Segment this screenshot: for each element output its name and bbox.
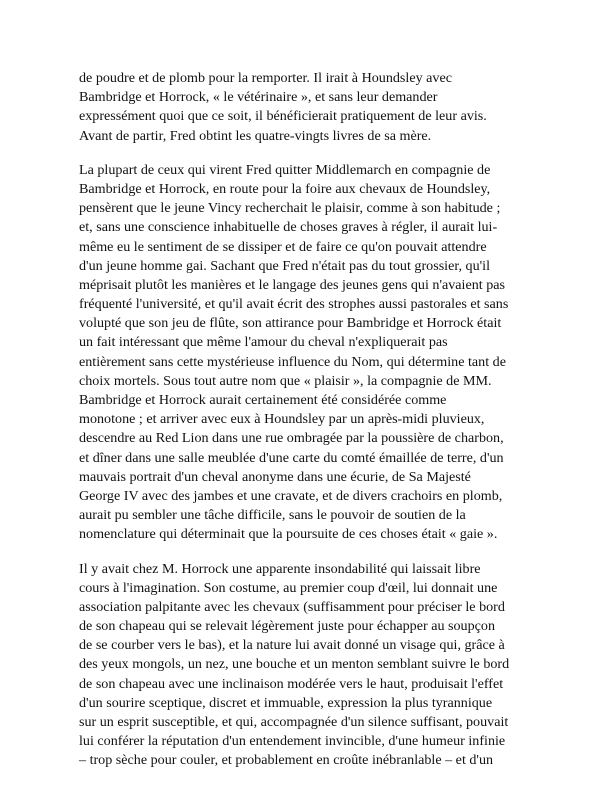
text-line: descendre au Red Lion dans une rue ombragée par la poussière de charbon, [79, 430, 504, 447]
text-line: et, sans une conscience inhabituelle de choses graves à régler, il aurait lui- [79, 219, 498, 236]
text-line: pensèrent que le jeune Vincy recherchait le plaisir, comme à son habitude ; [79, 200, 501, 217]
text-line: mauvais portrait d'un cheval anonyme dans une écurie, de Sa Majesté [79, 468, 471, 485]
text-line: expressément quoi que ce soit, il bénéficierait pratiquement de leur avis. [79, 108, 487, 125]
paragraph-3 [79, 560, 539, 771]
text-line: de poudre et de plomb pour la remporter. Il irait à Houndsley avec [79, 70, 452, 86]
text-line: choix mortels. Sous tout autre nom que « plaisir », la compagnie de MM. [79, 372, 492, 389]
text-line: aurait pu sembler une tâche difficile, sans le pouvoir de soutien de la [79, 507, 466, 524]
text-line: Il y avait chez M. Horrock une apparente insondabilité qui laissait libre [79, 560, 481, 577]
text-line: nomenclature qui déterminait que la poursuite de ces choses était « gaie ». [79, 526, 498, 543]
text-line: George IV avec des jambes et une cravate, et de divers crachoirs en plomb, [79, 487, 503, 504]
text-line: association palpitante avec les chevaux (suffisamment pour préciser le bord [79, 598, 505, 615]
text-line: de se courber vers le bas), et la nature lui avait donné un visage qui, grâce à [79, 637, 505, 654]
text-line: des yeux mongols, un nez, une bouche et un menton semblant suivre le bord [79, 656, 510, 673]
text-line: Bambridge et Horrock, « le vétérinaire », et sans leur demander [79, 89, 438, 106]
text-line: monotone ; et arriver avec eux à Houndsley par un après-midi pluvieux, [79, 411, 485, 428]
text-line: – trop sèche pour couler, et probablement en croûte inébranlable – et d'un [79, 752, 494, 769]
text-line: fréquenté l'université, et qu'il avait écrit des strophes aussi pastorales et sans [79, 296, 509, 313]
body-text [79, 69, 539, 786]
text-line: volupté que son jeu de flûte, son attirance pour Bambridge et Horrock était [79, 315, 502, 332]
text-line: méprisait plutôt les manières et le langage des jeunes gens qui n'avaient pas [79, 276, 506, 293]
text-line: de son chapeau qui se relevait légèrement juste pour échapper au soupçon [79, 618, 495, 635]
text-line: Bambridge et Horrock, en route pour la foire aux chevaux de Houndsley, [79, 180, 491, 197]
paragraph-2 [79, 161, 539, 545]
text-line: lui conférer la réputation d'un entendement invincible, d'une humeur infinie [79, 733, 506, 750]
text-line: d'un jeune homme gai. Sachant que Fred n'était pas du tout grossier, qu'il [79, 257, 490, 274]
text-line: Bambridge et Horrock aurait certainement été considérée comme [79, 392, 447, 408]
text-line: un fait intéressant que même l'amour du cheval n'expliquerait pas [79, 334, 448, 351]
text-line: cours à l'imagination. Son costume, au premier coup d'œil, lui donnait une [79, 579, 498, 596]
paragraph-1 [79, 69, 539, 146]
text-line: entièrement sans cette mystérieuse influence du Nom, qui détermine tant de [79, 353, 506, 370]
text-line: d'un sourire sceptique, discret et immuable, expression la plus tyrannique [79, 694, 493, 711]
text-line: et dîner dans une salle meublée d'une carte du comté émaillée de terre, d'un [79, 449, 504, 466]
text-line: La plupart de ceux qui virent Fred quitter Middlemarch en compagnie de [79, 161, 491, 178]
text-line: de son chapeau avec une inclinaison modérée vers le haut, produisait l'effet [79, 675, 504, 692]
text-line: même eu le sentiment de se dissiper et de faire ce qu'on pouvait attendre [79, 238, 487, 255]
text-line: Avant de partir, Fred obtint les quatre-vingts livres de sa mère. [79, 127, 432, 144]
text-line: sur un esprit susceptible, et qui, accompagnée d'un silence suffisant, pouvait [79, 714, 509, 730]
